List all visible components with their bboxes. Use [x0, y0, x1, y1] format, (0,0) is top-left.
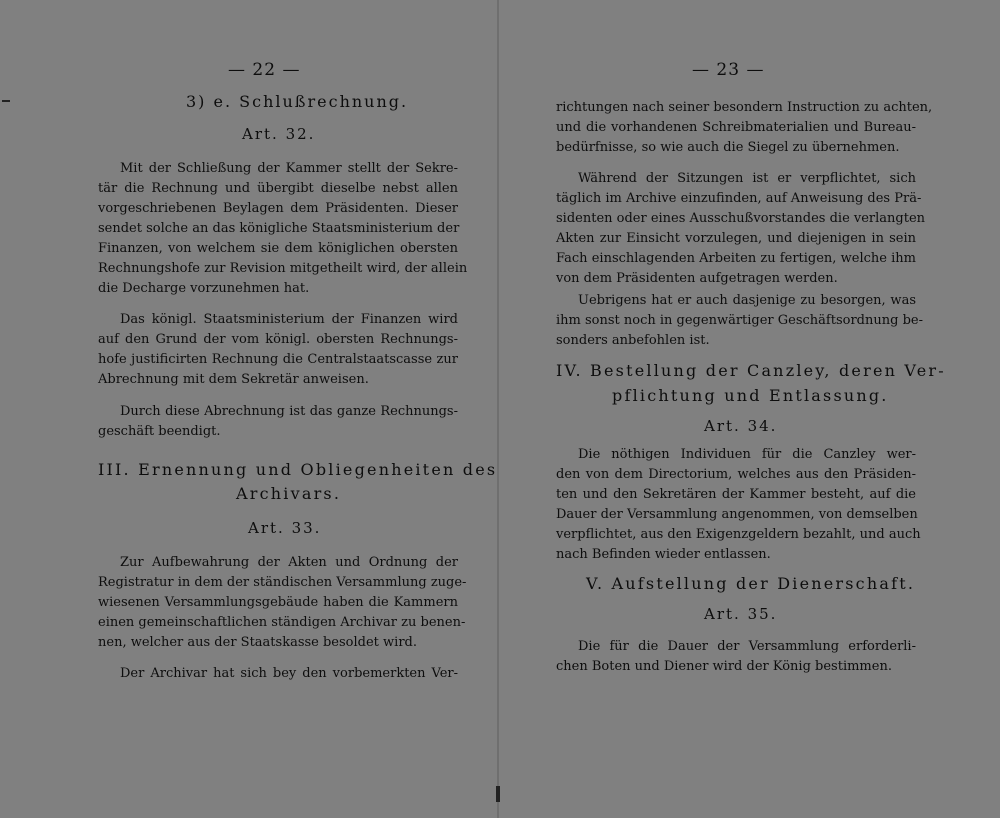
section-heading: 3) e. Schlußrechnung. [186, 92, 409, 111]
text-line: Akten zur Einsicht vorzulegen, und diejenigen in sein [556, 231, 916, 246]
text-line: sidenten oder eines Ausschußvorstandes die verlangten [556, 211, 926, 226]
section-heading: IV. Bestellung der Canzley, deren Ver- [556, 361, 946, 380]
text-line: von dem Präsidenten aufgetragen werden. [556, 271, 838, 286]
text-line: Die nöthigen Individuen für die Canzley wer- [578, 447, 916, 462]
text-line: Zur Aufbewahrung der Akten und Ordnung der [120, 555, 458, 570]
text-line: ten und den Sekretären der Kammer besteht, auf die [556, 487, 916, 502]
article-heading: Art. 34. [704, 417, 778, 435]
text-line: den von dem Directorium, welches aus den Präsiden- [556, 467, 916, 482]
text-line: sendet solche an das königliche Staatsministerium der [98, 221, 460, 236]
text-line: Fach einschlagenden Arbeiten zu fertigen, welche ihm [556, 251, 916, 266]
text-line: und die vorhandenen Schreibmaterialien und Bureau- [556, 120, 916, 135]
page-number: — 22 — [228, 60, 301, 80]
text-line: verpflichtet, aus den Exigenzgeldern bezahlt, und auch [556, 527, 921, 542]
text-line: Der Archivar hat sich bey den vorbemerkten Ver- [120, 666, 458, 681]
text-line: Während der Sitzungen ist er verpflichtet, sich [578, 171, 916, 186]
text-line: Registratur in dem der ständischen Versammlung zuge- [98, 575, 467, 590]
section-heading: Archivars. [236, 484, 342, 503]
text-line: Finanzen, von welchem sie dem königlichen obersten [98, 241, 458, 256]
text-line: nen, welcher aus der Staatskasse besoldet wird. [98, 635, 417, 650]
section-heading: V. Aufstellung der Dienerschaft. [586, 574, 916, 593]
text-line: Rechnungshofe zur Revision mitgetheilt wird, der allein [98, 261, 468, 276]
section-heading: III. Ernennung und Obliegenheiten des [98, 460, 498, 479]
text-line: Die für die Dauer der Versammlung erforderli- [578, 639, 916, 654]
section-heading: pflichtung und Entlassung. [612, 386, 889, 405]
text-line: Abrechnung mit dem Sekretär anweisen. [98, 372, 369, 387]
edge-mark [2, 100, 10, 102]
text-line: geschäft beendigt. [98, 424, 221, 439]
left-page [0, 0, 498, 818]
article-heading: Art. 35. [704, 605, 778, 623]
text-line: täglich im Archive einzufinden, auf Anweisung des Prä- [556, 191, 922, 206]
text-line: Mit der Schließung der Kammer stellt der Sekre- [120, 161, 458, 176]
text-line: ihm sonst noch in gegenwärtiger Geschäftsordnung be- [556, 313, 923, 328]
text-line: die Decharge vorzunehmen hat. [98, 281, 310, 296]
text-line: nach Befinden wieder entlassen. [556, 547, 771, 562]
text-line: auf den Grund der vom königl. obersten Rechnungs- [98, 332, 458, 347]
book-gutter [497, 0, 499, 818]
text-line: hofe justificirten Rechnung die Centralstaatscasse zur [98, 352, 458, 367]
text-line: Durch diese Abrechnung ist das ganze Rechnungs- [120, 404, 458, 419]
text-line: tär die Rechnung und übergibt dieselbe nebst allen [98, 181, 458, 196]
text-line: Dauer der Versammlung angenommen, von demselben [556, 507, 918, 522]
text-line: sonders anbefohlen ist. [556, 333, 710, 348]
text-line: Das königl. Staatsministerium der Finanzen wird [120, 312, 458, 327]
text-line: bedürfnisse, so wie auch die Siegel zu übernehmen. [556, 140, 900, 155]
text-line: wiesenen Versammlungsgebäude haben die Kammern [98, 595, 458, 610]
article-heading: Art. 32. [242, 125, 316, 143]
text-line: einen gemeinschaftlichen ständigen Archivar zu benen- [98, 615, 466, 630]
text-line: vorgeschriebenen Beylagen dem Präsidenten. Dieser [98, 201, 458, 216]
article-heading: Art. 33. [248, 519, 322, 537]
text-line: chen Boten und Diener wird der König bestimmen. [556, 659, 892, 674]
page-number: — 23 — [692, 60, 765, 80]
text-line: richtungen nach seiner besondern Instruction zu achten, [556, 100, 933, 115]
right-page [500, 0, 1000, 818]
text-line: Uebrigens hat er auch dasjenige zu besorgen, was [578, 293, 916, 308]
